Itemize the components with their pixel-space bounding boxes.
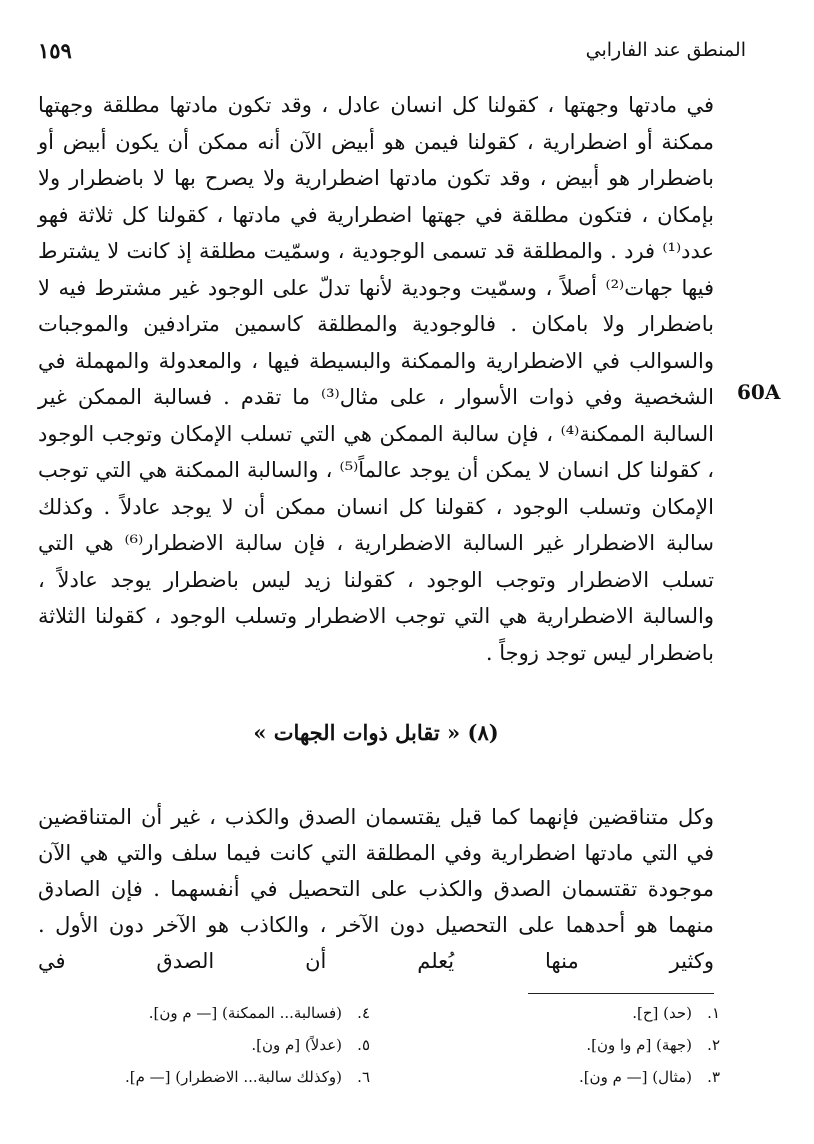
footnote-number: ٤.	[357, 1004, 370, 1022]
footnote	[70, 1032, 370, 1058]
footnote	[420, 1000, 720, 1026]
footnote-number: ١.	[707, 1004, 720, 1022]
footnote	[70, 1000, 370, 1026]
footnote-text: (عدلاً) [م ون].	[251, 1036, 342, 1054]
running-title: المنطق عند الفارابي	[585, 39, 746, 61]
footnote	[420, 1032, 720, 1058]
footnote-divider	[528, 993, 714, 994]
footnote	[70, 1064, 370, 1090]
footnote-text: (فسالبة... الممكنة) [— م ون].	[148, 1004, 342, 1022]
footnote-number: ٣.	[707, 1068, 720, 1086]
footnote-number: ٦.	[357, 1068, 370, 1086]
footnote-text: (جهة) [م وا ون].	[586, 1036, 692, 1054]
footnote-text: (مثال) [— م ون].	[578, 1068, 692, 1086]
running-header	[38, 30, 746, 70]
footnote-text: (وكذلك سالبة... الاضطرار) [— م].	[124, 1068, 342, 1086]
section-heading: (٨) « تقابل ذوات الجهات »	[253, 720, 499, 745]
page-number: ١٥٩	[38, 37, 72, 63]
second-paragraph: وكل متناقضين فإنهما كما قيل يقتسمان الصدق والكذب ، غير أن المتناقضين في التي مادتها اضطرارية وفي المطلقة التي كانت فيما سلف والتي هي الآن موجودة تقتسمان الصدق والكذب على التحصيل في أنفسهما . فإن الصادق منهما هو أحدهما على التحصيل دون الآخر ، والكاذب هو الآخر دون الأول . وكثير منها يُعلم أن الصدق في	[38, 805, 714, 973]
footnotes	[70, 1000, 720, 1090]
footnote-number: ٢.	[707, 1036, 720, 1054]
footnote-text: (حد) [ح].	[632, 1004, 692, 1022]
margin-folio-note: 60A	[737, 380, 781, 404]
first-paragraph: في مادتها وجهتها ، كقولنا كل انسان عادل ، وقد تكون مادتها مطلقة وجهتها ممكنة أو اضطرارية ، كقولنا فيمن هو أبيض الآن أنه ممكن أن يكون أبيض أو باضطرار هو أبيض ، وقد تكون مادتها اضطرارية ولا يصرح بها لا باضطرار ولا بإمكان ، فتكون مطلقة في جهتها اضطرارية في مادتها ، كقولنا كل ثلاثة فهو عدد⁽¹⁾ فرد . والمطلقة قد تسمى الوجودية ، وسمّيت مطلقة إذ كانت لا يشترط فيها جهات⁽²⁾ أصلاً ، وسمّيت وجودية لأنها تدلّ على الوجود غير مشترط فيه لا باضطرار ولا بامكان . فالوجودية والمطلقة كاسمين مترادفين والموجبات والسوالب في الاضطرارية والممكنة والبسيطة فيها ، والمعدولة والمهملة في الشخصية وفي ذوات الأسوار ، على مثال⁽³⁾ ما تقدم . فسالبة الممكن غير السالبة الممكنة⁽⁴⁾ ، فإن سالبة الممكن هي التي تسلب الإمكان وتوجب الوجود ، كقولنا كل انسان لا يمكن أن يوجد عالماً⁽⁵⁾ ، والسالبة الممكنة هي التي توجب الإمكان وتسلب الوجود ، كقولنا كل انسان ممكن أن لا يوجد عادلاً . وكذلك سالبة الاضطرار غير السالبة الاضطرارية ، فإن سالبة الاضطرار⁽⁶⁾ هي التي تسلب الاضطرار وتوجب الوجود ، كقولنا زيد ليس باضطرار يوجد عادلاً ، والسالبة الاضطرارية هي التي توجب الاضطرار وتسلب الوجود ، كقولنا الثلاثة باضطرار ليس توجد زوجاً .	[38, 93, 714, 665]
footnote	[420, 1064, 720, 1090]
main-text-block	[38, 87, 714, 671]
footnote-number: ٥.	[357, 1036, 370, 1054]
